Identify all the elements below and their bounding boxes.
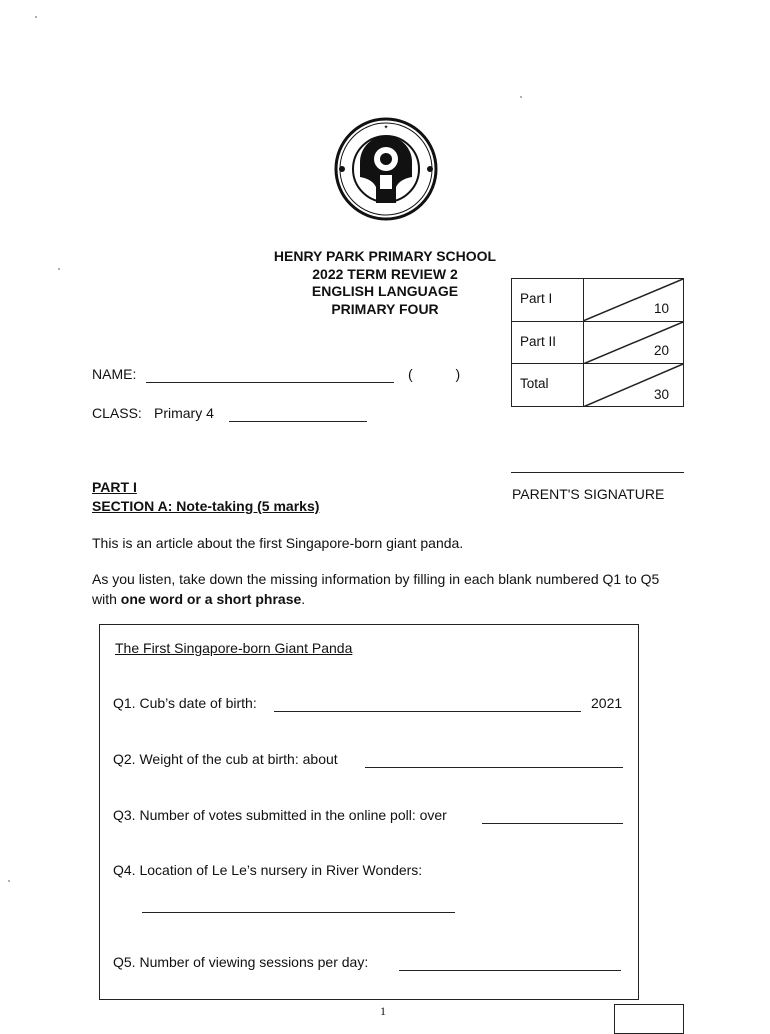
section-heading — [92, 478, 319, 516]
section-title: SECTION A: Note-taking (5 marks) — [92, 498, 320, 514]
instruction-pre: As you listen, take down the missing information by filling in each blank numbered Q1 to Q5 with — [92, 571, 660, 607]
instruction-text — [92, 569, 672, 609]
instruction-bold: one word or a short phrase — [120, 591, 302, 607]
score-row-label: Total — [512, 364, 584, 407]
score-cell[interactable] — [584, 279, 683, 321]
notes-box-title: The First Singapore-born Giant Panda — [115, 640, 353, 656]
page-number: 1 — [380, 1004, 386, 1018]
score-table — [511, 278, 684, 407]
answer-blank-4[interactable] — [142, 896, 455, 913]
signature-label: PARENT'S SIGNATURE — [512, 486, 665, 502]
answer-blank-3[interactable] — [482, 807, 623, 824]
score-row-part-2 — [512, 322, 683, 365]
subject-name: ENGLISH LANGUAGE — [311, 283, 459, 299]
score-cell[interactable] — [584, 322, 683, 364]
instruction-post: . — [301, 591, 306, 607]
score-max: 30 — [653, 386, 669, 402]
score-row-label: Part II — [512, 322, 584, 364]
question-1: Q1. Cub’s date of birth: — [113, 695, 257, 711]
score-max: 20 — [653, 343, 669, 359]
school-crest-logo — [330, 117, 442, 221]
question-2: Q2. Weight of the cub at birth: about — [113, 751, 338, 767]
score-cell[interactable] — [584, 364, 683, 407]
question-3: Q3. Number of votes submitted in the online poll: over — [113, 807, 447, 823]
answer-blank-5[interactable] — [399, 954, 621, 971]
question-4: Q4. Location of Le Le’s nursery in River Wonders: — [113, 862, 423, 878]
scan-speck — [58, 268, 60, 270]
class-value: Primary 4 — [154, 405, 214, 421]
corner-box — [614, 1004, 684, 1034]
score-max: 10 — [653, 300, 669, 316]
score-row-total — [512, 364, 683, 407]
school-crest-icon — [330, 117, 442, 221]
name-field[interactable] — [146, 366, 394, 383]
exam-name: 2022 TERM REVIEW 2 — [312, 265, 458, 282]
name-label: NAME: — [92, 366, 137, 382]
score-row-label: Part I — [512, 279, 584, 321]
class-label: CLASS: — [92, 405, 142, 421]
school-name: HENRY PARK PRIMARY SCHOOL — [273, 248, 497, 264]
answer-blank-1[interactable] — [274, 695, 581, 712]
intro-text: This is an article about the first Singapore-born giant panda. — [92, 535, 464, 551]
class-field[interactable] — [229, 405, 367, 422]
score-row-part-1 — [512, 279, 683, 322]
question-5: Q5. Number of viewing sessions per day: — [113, 954, 369, 970]
index-number-field[interactable]: ( ) — [408, 366, 461, 382]
scan-speck — [35, 16, 37, 18]
question-1-suffix: 2021 — [591, 695, 623, 711]
answer-blank-2[interactable] — [365, 751, 623, 768]
exam-title-block — [230, 248, 540, 318]
scan-speck — [520, 96, 522, 98]
svg-text:✦: ✦ — [383, 124, 389, 131]
level-name: PRIMARY FOUR — [331, 300, 439, 317]
signature-line[interactable] — [511, 472, 684, 473]
part-title: PART I — [92, 479, 137, 495]
scan-speck — [8, 880, 10, 882]
